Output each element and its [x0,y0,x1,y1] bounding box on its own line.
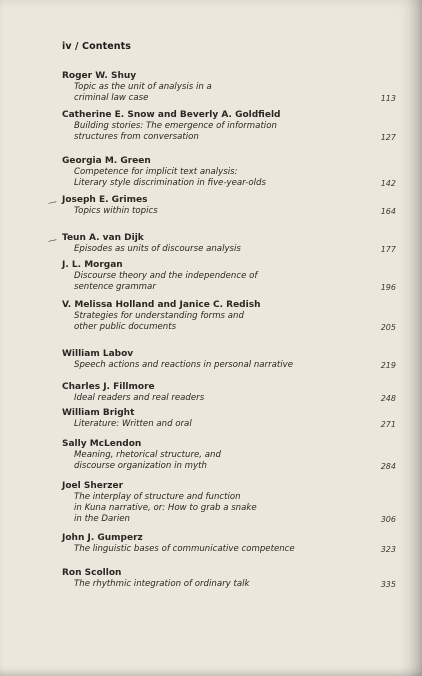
toc-title-line: criminal law case [74,93,149,103]
pencil-mark-icon: — [47,197,58,209]
toc-page-number: 323 [380,545,396,554]
toc-author: Sally McLendon [62,439,142,449]
toc-entry [47,195,402,217]
toc-title-line: Discourse theory and the independence of [74,271,258,281]
toc-title-line: Competence for implicit text analysis: [74,167,238,177]
toc-author: William Bright [62,408,135,418]
toc-page-number: 127 [380,133,396,142]
toc-page-number: 335 [380,580,396,589]
toc-author: Charles J. Fillmore [62,382,155,392]
toc-entry [62,156,402,189]
toc-author: Joseph E. Grimes [62,195,148,205]
toc-author: Teun A. van Dijk [62,233,144,243]
toc-author: V. Melissa Holland and Janice C. Redish [62,300,261,310]
toc-page-number: 271 [380,420,396,429]
toc-entry [62,300,402,333]
toc-author: Roger W. Shuy [62,71,137,81]
toc-page-number: 306 [380,515,396,524]
toc-title-line: Meaning, rhetorical structure, and [74,450,221,460]
toc-title-line: discourse organization in myth [74,461,207,471]
toc-page-number: 142 [380,179,396,188]
pencil-mark-icon: — [47,235,58,247]
toc-title-line: Literature: Written and oral [74,419,192,429]
toc-author: John J. Gumperz [62,533,143,543]
toc-author: Catherine E. Snow and Beverly A. Goldfield [62,110,281,120]
toc-entry [62,349,402,371]
toc-entry [62,481,402,525]
toc-entry [62,110,402,143]
toc-author: Joel Sherzer [62,481,124,491]
toc-author: Georgia M. Green [62,156,151,166]
toc-title-line: sentence grammar [74,282,156,292]
toc-title-line: Topic as the unit of analysis in a [74,82,212,92]
toc-title-line: Literary style discrimination in five-year-olds [74,178,266,188]
toc-title-line: Speech actions and reactions in personal narrative [74,360,294,370]
toc-page-number: 205 [380,323,396,332]
toc-author: Ron Scollon [62,568,122,578]
toc-page-number: 284 [380,462,396,471]
toc-page-number: 219 [380,361,396,370]
toc-entry [62,533,402,555]
toc-title-line: The linguistic bases of communicative competence [74,544,295,554]
toc-author: William Labov [62,349,134,359]
toc-page-number: 164 [380,207,396,216]
toc-page-number: 196 [380,283,396,292]
toc-title-line: in the Darien [74,514,130,524]
page-header: iv / Contents [62,41,132,52]
toc-title-line: The interplay of structure and function [74,492,241,502]
toc-title-line: in Kuna narrative, or: How to grab a snake [74,503,257,513]
toc-entry [62,408,402,430]
toc-title-line: Building stories: The emergence of information [74,121,277,131]
toc-page-number: 113 [380,94,396,103]
toc-title-line: other public documents [74,322,177,332]
toc-author: J. L. Morgan [62,260,123,270]
toc-entry [62,568,402,590]
toc-entry [47,233,402,255]
toc-title-line: Strategies for understanding forms and [74,311,244,321]
toc-entry [62,439,402,472]
toc-title-line: structures from conversation [74,132,199,142]
toc-title-line: Episodes as units of discourse analysis [74,244,241,254]
toc-entry [62,71,402,104]
toc-title-line: The rhythmic integration of ordinary talk [74,579,250,589]
toc-title-line: Ideal readers and real readers [74,393,205,403]
toc-entry [62,382,402,404]
toc-entry [62,260,402,293]
toc-page-number: 248 [380,394,396,403]
toc-title-line: Topics within topics [74,206,158,216]
toc-page-number: 177 [380,245,396,254]
